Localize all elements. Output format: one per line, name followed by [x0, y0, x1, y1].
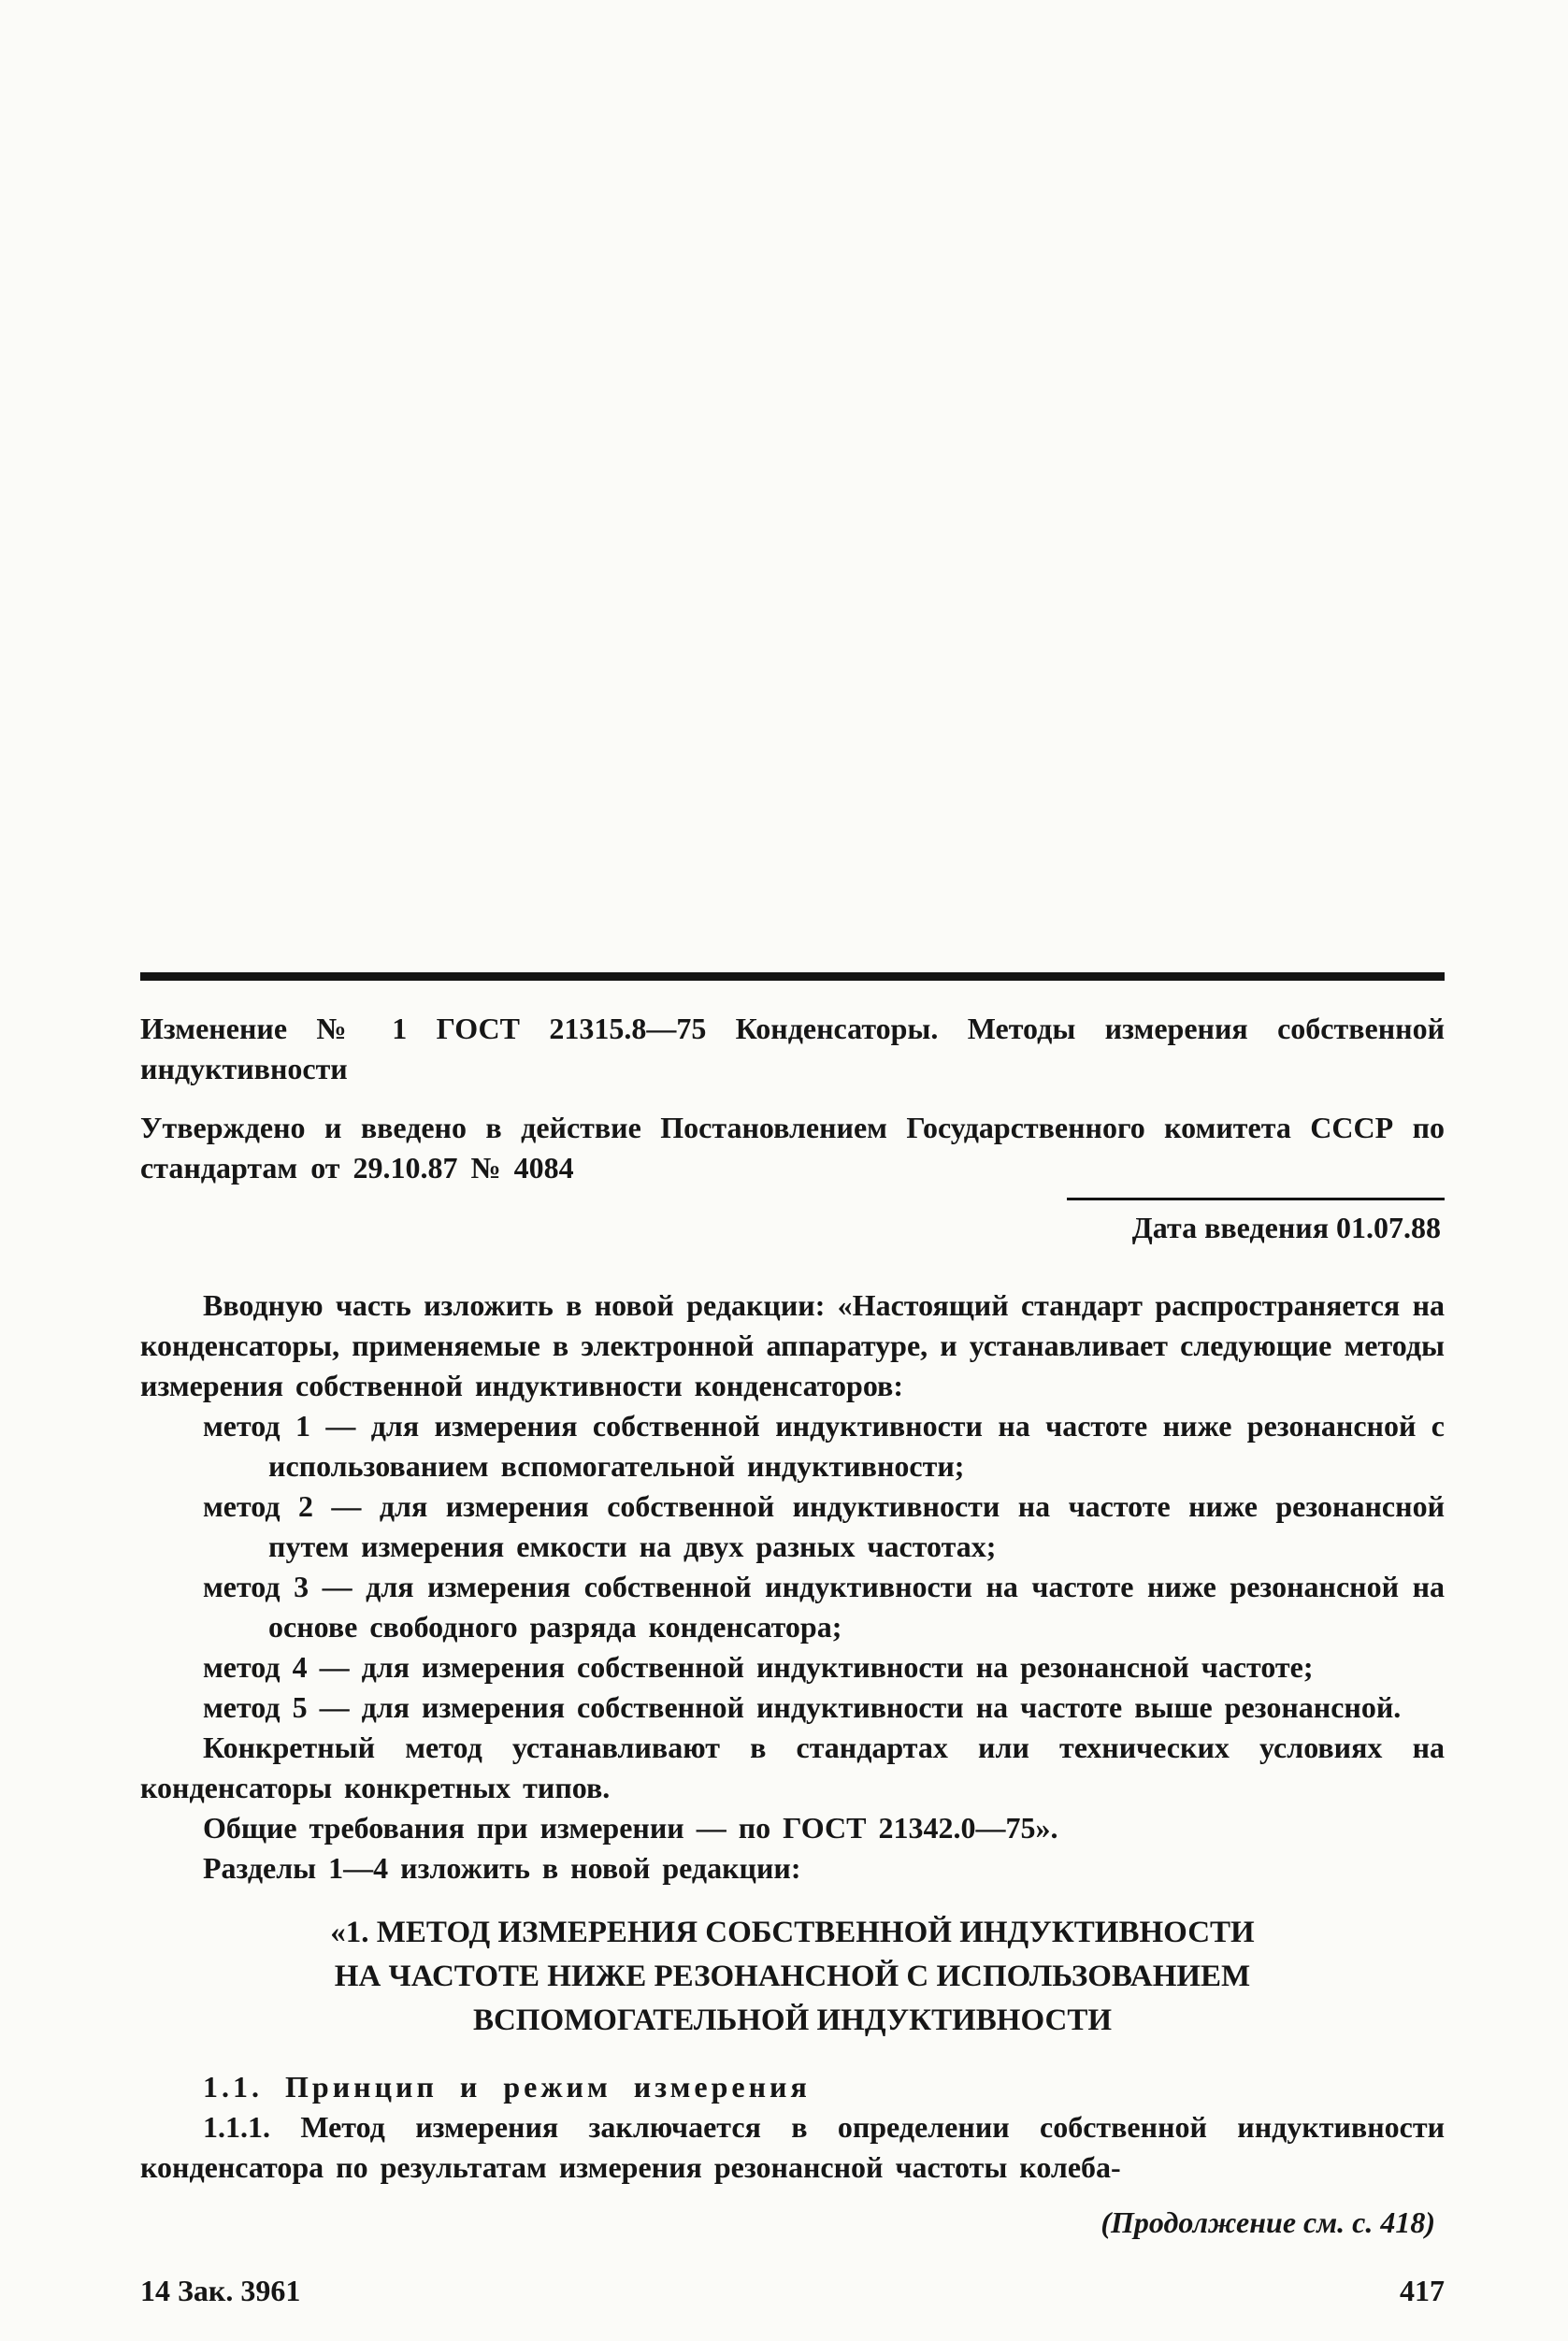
section-heading-line-1: «1. МЕТОД ИЗМЕРЕНИЯ СОБСТВЕННОЙ ИНДУКТИВНОСТИ [330, 1916, 1255, 1949]
general-requirements-paragraph: Общие требования при измерении — по ГОСТ 21342.0—75». [203, 1811, 1058, 1845]
intro-paragraph: Вводную часть изложить в новой редакции: «Настоящий стандарт распространяется на конденсаторы, применяемые в электронной аппаратуре, и устанавливает следующие методы измерения собственной индуктивности конденсаторов: [140, 1288, 1445, 1402]
subsection-heading: 1.1. Принцип и режим измерения [203, 2070, 811, 2104]
method-item-2: метод 2 — для измерения собственной индуктивности на частоте ниже резонансной путем измерения емкости на двух разных частотах; [203, 1489, 1445, 1563]
method-item-5: метод 5 — для измерения собственной индуктивности на частоте выше резонансной. [203, 1690, 1402, 1724]
section-heading-line-3: ВСПОМОГАТЕЛЬНОЙ ИНДУКТИВНОСТИ [472, 2003, 1113, 2037]
print-order-number: 14 Зак. 3961 [140, 2274, 301, 2307]
specific-method-paragraph: Конкретный метод устанавливают в стандартах или технических условиях на конденсаторы конкретных типов. [140, 1731, 1445, 1804]
method-item-1: метод 1 — для измерения собственной индуктивности на частоте ниже резонансной с использованием вспомогательной индуктивности; [203, 1409, 1445, 1483]
continuation-note [140, 2203, 1445, 2243]
method-item-3: метод 3 — для измерения собственной индуктивности на частоте ниже резонансной на основе свободного разряда конденсатора; [203, 1570, 1445, 1644]
continuation-text: (Продолжение см. с. 418) [1100, 2205, 1435, 2239]
page-content [140, 972, 1445, 2311]
method-item-4: метод 4 — для измерения собственной индуктивности на резонансной частоте; [203, 1650, 1314, 1684]
section-heading-line-2: НА ЧАСТОТЕ НИЖЕ РЕЗОНАНСНОЙ С ИСПОЛЬЗОВАНИЕМ [334, 1960, 1251, 1993]
page-footer [140, 2271, 1445, 2311]
page-number: 417 [1400, 2274, 1445, 2307]
introduction-date-block [140, 1198, 1445, 1248]
paragraph-1-1-1: 1.1.1. Метод измерения заключается в определении собственной индуктивности конденсатора по результатам измерения резонансной частоты колеба- [140, 2110, 1445, 2184]
introduction-date: Дата введения 01.07.88 [1067, 1198, 1445, 1248]
sections-revision-paragraph: Разделы 1—4 изложить в новой редакции: [203, 1851, 801, 1885]
top-rule [140, 972, 1445, 981]
amendment-title: Изменение № 1 ГОСТ 21315.8—75 Конденсаторы. Методы измерения собственной индуктивности [140, 1012, 1445, 1085]
section-heading [140, 1911, 1445, 2043]
approval-statement: Утверждено и введено в действие Постановлением Государственного комитета СССР по стандартам от 29.10.87 № 4084 [140, 1111, 1445, 1185]
